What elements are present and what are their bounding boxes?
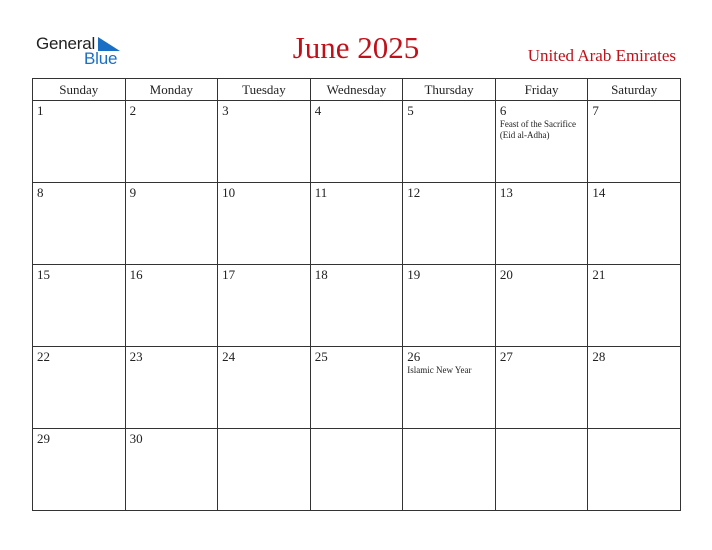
day-cell <box>125 183 218 265</box>
day-cell <box>33 265 126 347</box>
day-cell <box>588 265 681 347</box>
day-number: 4 <box>314 103 322 118</box>
day-number: 21 <box>592 267 606 282</box>
day-cell <box>588 429 681 511</box>
day-number: 17 <box>222 267 236 282</box>
day-number: 22 <box>37 349 50 364</box>
day-number: 2 <box>129 103 137 118</box>
day-cell <box>403 265 496 347</box>
day-number: 30 <box>129 431 143 446</box>
day-cell <box>33 347 126 429</box>
country-label: United Arab Emirates <box>527 46 676 65</box>
weekday-header: Friday <box>495 79 588 101</box>
day-number: 11 <box>314 185 328 200</box>
calendar-grid <box>32 78 681 511</box>
week-row <box>33 265 681 347</box>
day-number: 27 <box>499 349 513 364</box>
day-number: 1 <box>37 103 44 118</box>
day-number: 6 <box>499 103 507 118</box>
day-number: 25 <box>314 349 328 364</box>
day-cell <box>588 347 681 429</box>
day-cell <box>218 265 311 347</box>
day-cell <box>125 429 218 511</box>
day-number: 19 <box>407 267 421 282</box>
day-cell <box>495 183 588 265</box>
day-number: 13 <box>499 185 513 200</box>
day-number: 3 <box>222 103 229 118</box>
week-row <box>33 101 681 183</box>
day-cell <box>310 265 403 347</box>
day-number: 29 <box>37 431 50 446</box>
day-cell <box>495 101 588 183</box>
logo-general-text: General <box>36 34 96 53</box>
day-cell <box>588 101 681 183</box>
day-number: 14 <box>592 185 606 200</box>
weekday-header: Tuesday <box>218 79 311 101</box>
day-cell <box>495 265 588 347</box>
day-cell <box>218 101 311 183</box>
day-cell <box>218 347 311 429</box>
day-number: 23 <box>129 349 143 364</box>
logo-blue-text: Blue <box>84 49 118 68</box>
month-title: June 2025 <box>292 30 420 65</box>
day-cell <box>218 429 311 511</box>
day-number: 28 <box>592 349 606 364</box>
day-cell <box>310 429 403 511</box>
day-number: 7 <box>592 103 599 118</box>
day-cell <box>495 429 588 511</box>
day-cell <box>33 101 126 183</box>
day-cell <box>33 183 126 265</box>
week-row <box>33 183 681 265</box>
day-number: 26 <box>407 349 421 364</box>
day-cell <box>310 183 403 265</box>
day-number: 8 <box>37 185 44 200</box>
day-cell <box>403 183 496 265</box>
day-cell <box>310 347 403 429</box>
day-number: 18 <box>314 267 328 282</box>
day-number: 9 <box>129 185 137 200</box>
day-cell <box>403 429 496 511</box>
day-cell <box>33 429 126 511</box>
day-cell <box>403 101 496 183</box>
weekday-header: Monday <box>125 79 218 101</box>
weekday-header: Wednesday <box>310 79 403 101</box>
holiday-label: Islamic New Year <box>407 365 472 375</box>
weekday-header: Thursday <box>403 79 496 101</box>
holiday-label: Feast of the Sacrifice (Eid al-Adha) <box>499 119 577 140</box>
day-cell <box>218 183 311 265</box>
day-number: 15 <box>37 267 50 282</box>
day-number: 24 <box>222 349 236 364</box>
day-number: 10 <box>222 185 236 200</box>
day-number: 16 <box>129 267 143 282</box>
day-cell <box>495 347 588 429</box>
day-number: 20 <box>499 267 513 282</box>
day-cell <box>588 183 681 265</box>
day-cell <box>310 101 403 183</box>
day-cell <box>125 347 218 429</box>
weekday-header: Saturday <box>588 79 681 101</box>
weekday-header-row <box>33 79 681 101</box>
day-cell <box>125 265 218 347</box>
week-row <box>33 429 681 511</box>
day-number: 5 <box>407 103 414 118</box>
week-row <box>33 347 681 429</box>
day-cell <box>125 101 218 183</box>
weekday-header: Sunday <box>33 79 126 101</box>
day-cell <box>403 347 496 429</box>
day-number: 12 <box>407 185 421 200</box>
